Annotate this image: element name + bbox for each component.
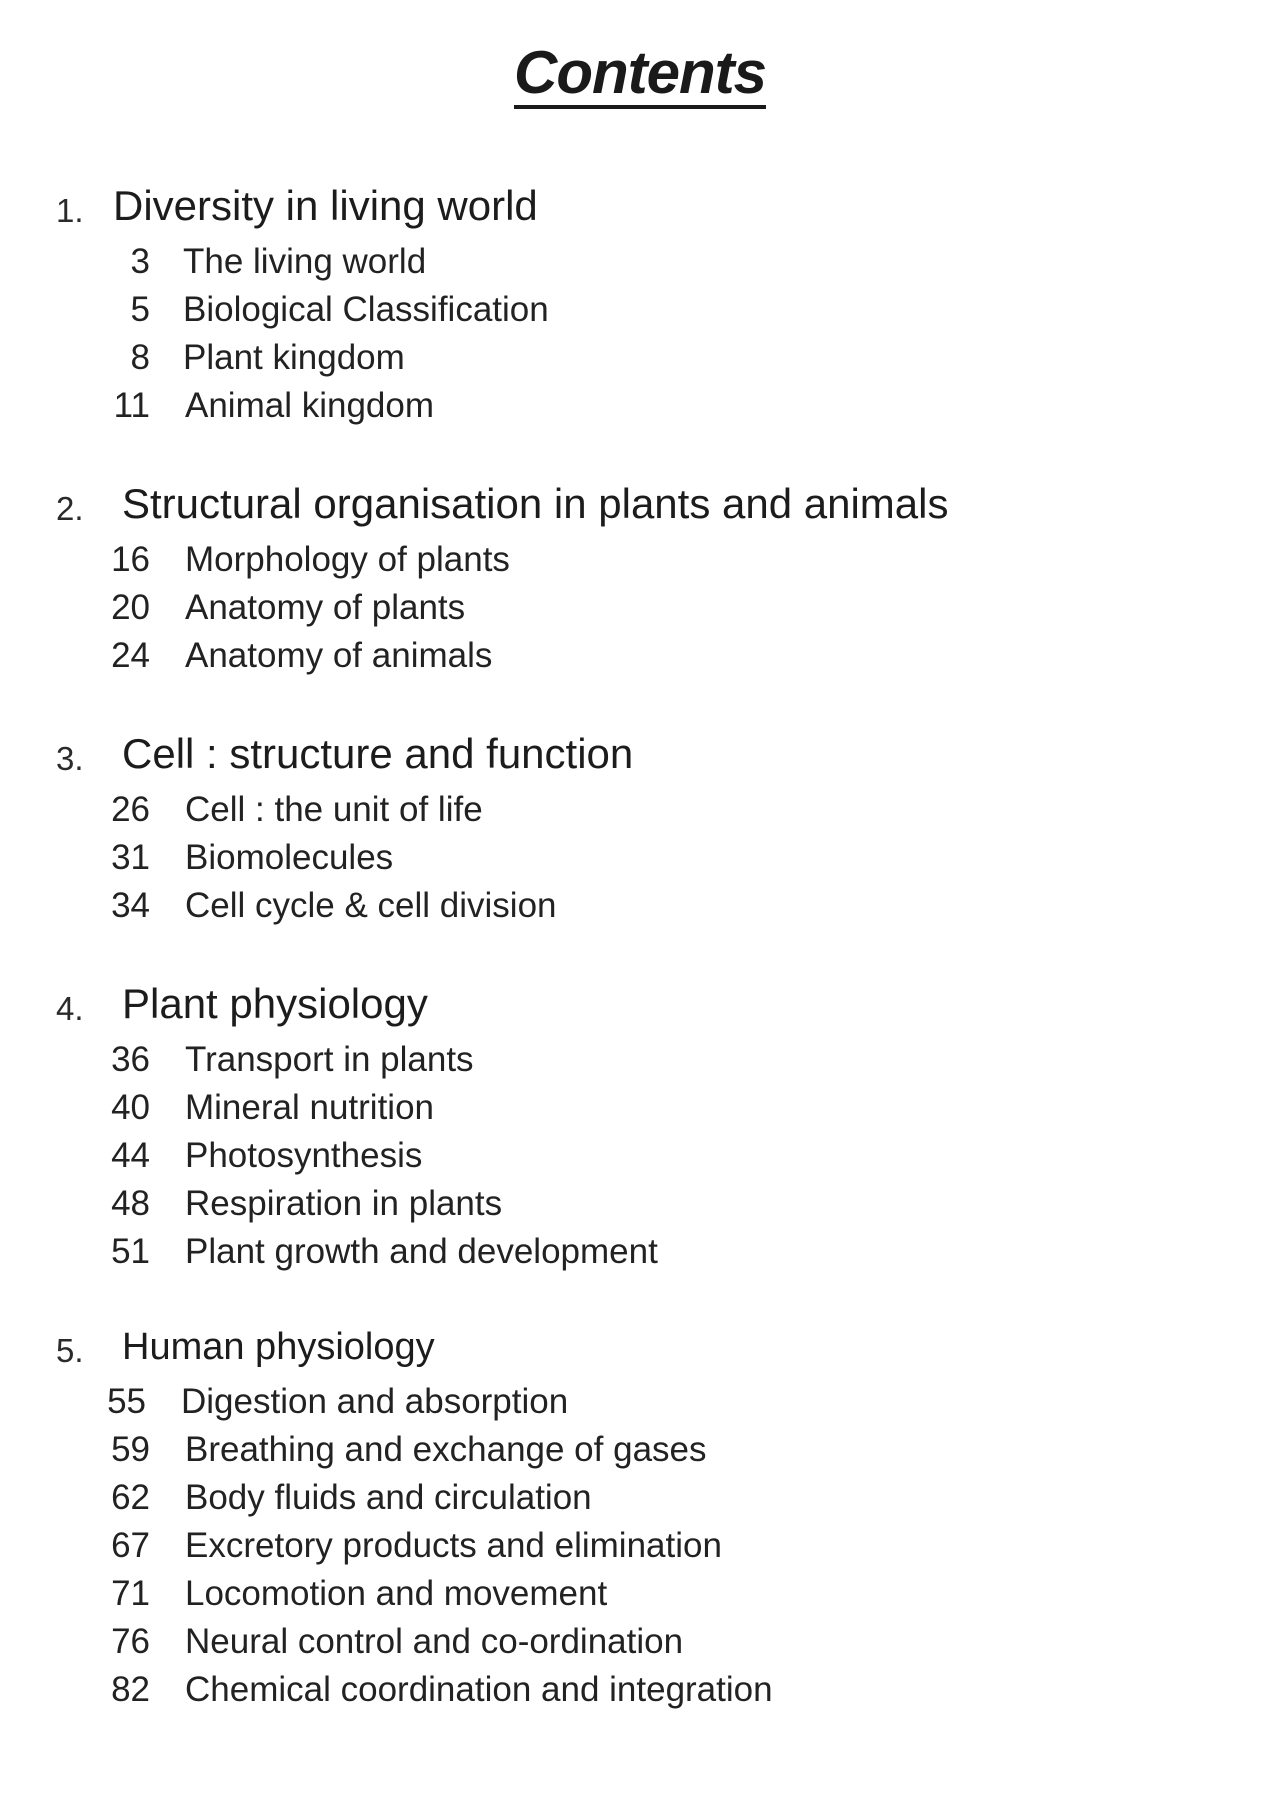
chapter-page-number: 55: [107, 1382, 146, 1421]
chapter-title: Body fluids and circulation: [185, 1478, 592, 1517]
chapter-list: [0, 786, 1280, 930]
section-title: Plant physiology: [122, 980, 428, 1027]
page-title-container: [0, 38, 1280, 107]
chapter-item[interactable]: [0, 334, 1280, 382]
chapter-list: [0, 238, 1280, 430]
chapter-page-number: 59: [111, 1430, 150, 1469]
chapter-title: Mineral nutrition: [185, 1088, 434, 1127]
section-number: 5.: [56, 1332, 84, 1369]
chapter-title: Locomotion and movement: [185, 1574, 608, 1613]
section-title: Diversity in living world: [113, 182, 538, 229]
chapter-page-number: 44: [111, 1136, 150, 1175]
chapter-title: Transport in plants: [185, 1040, 474, 1079]
chapter-item[interactable]: [0, 1618, 1280, 1666]
chapter-item[interactable]: [0, 632, 1280, 680]
section-heading: [0, 178, 1280, 238]
chapter-title: Respiration in plants: [185, 1184, 503, 1223]
chapter-item[interactable]: [0, 882, 1280, 930]
chapter-title: Plant growth and development: [185, 1232, 658, 1271]
chapter-title: Cell cycle & cell division: [185, 886, 557, 925]
chapter-page-number: 82: [111, 1670, 150, 1709]
chapter-item[interactable]: [0, 1522, 1280, 1570]
chapter-item[interactable]: [0, 1570, 1280, 1618]
section-1: [0, 178, 1280, 430]
chapter-page-number: 36: [111, 1040, 150, 1079]
chapter-page-number: 5: [130, 290, 150, 329]
chapter-page-number: 20: [111, 588, 150, 627]
section-number: 3.: [56, 740, 84, 777]
section-heading: [0, 976, 1280, 1036]
chapter-item[interactable]: [0, 1180, 1280, 1228]
chapter-item[interactable]: [0, 584, 1280, 632]
chapter-title: Cell : the unit of life: [185, 790, 483, 829]
chapter-list: [0, 1036, 1280, 1276]
chapter-page-number: 51: [111, 1232, 150, 1271]
chapter-title: Breathing and exchange of gases: [185, 1430, 707, 1469]
chapter-item[interactable]: [0, 1084, 1280, 1132]
chapter-list: [0, 536, 1280, 680]
chapter-title: Digestion and absorption: [181, 1382, 569, 1421]
page-title: Contents: [514, 39, 766, 106]
section-2: [0, 476, 1280, 680]
section-number: 4.: [56, 990, 84, 1027]
chapter-title: Animal kingdom: [185, 386, 434, 425]
chapter-page-number: 76: [111, 1622, 150, 1661]
chapter-title: Plant kingdom: [183, 338, 405, 377]
section-number: 2.: [56, 490, 84, 527]
chapter-item[interactable]: [0, 1228, 1280, 1276]
chapter-list: [0, 1378, 1280, 1714]
section-title: Structural organisation in plants and animals: [122, 480, 949, 527]
chapter-page-number: 40: [111, 1088, 150, 1127]
chapter-title: Excretory products and elimination: [185, 1526, 722, 1565]
chapter-page-number: 26: [111, 790, 150, 829]
chapter-title: Biological Classification: [183, 290, 549, 329]
chapter-item[interactable]: [0, 286, 1280, 334]
section-title: Human physiology: [122, 1326, 435, 1368]
section-heading: [0, 1318, 1280, 1378]
chapter-item[interactable]: [0, 786, 1280, 834]
chapter-item[interactable]: [0, 238, 1280, 286]
chapter-item[interactable]: [0, 1378, 1280, 1426]
chapter-title: Anatomy of plants: [185, 588, 466, 627]
chapter-item[interactable]: [0, 382, 1280, 430]
chapter-item[interactable]: [0, 1474, 1280, 1522]
chapter-page-number: 8: [130, 338, 150, 377]
chapter-title: Photosynthesis: [185, 1136, 423, 1175]
section-3: [0, 726, 1280, 930]
chapter-title: Biomolecules: [185, 838, 394, 877]
chapter-title: Anatomy of animals: [185, 636, 493, 675]
section-heading: [0, 476, 1280, 536]
chapter-title: The living world: [183, 242, 427, 281]
chapter-page-number: 31: [111, 838, 150, 877]
section-5: [0, 1318, 1280, 1714]
section-title: Cell : structure and function: [122, 730, 634, 777]
chapter-page-number: 34: [111, 886, 150, 925]
chapter-item[interactable]: [0, 1036, 1280, 1084]
chapter-title: Chemical coordination and integration: [185, 1670, 773, 1709]
chapter-page-number: 48: [111, 1184, 150, 1223]
chapter-item[interactable]: [0, 834, 1280, 882]
section-heading: [0, 726, 1280, 786]
chapter-item[interactable]: [0, 1426, 1280, 1474]
chapter-title: Morphology of plants: [185, 540, 510, 579]
chapter-page-number: 16: [111, 540, 150, 579]
chapter-title: Neural control and co-ordination: [185, 1622, 684, 1661]
chapter-item[interactable]: [0, 1132, 1280, 1180]
chapter-page-number: 71: [111, 1574, 150, 1613]
chapter-page-number: 24: [111, 636, 150, 675]
chapter-page-number: 67: [111, 1526, 150, 1565]
chapter-item[interactable]: [0, 1666, 1280, 1714]
chapter-item[interactable]: [0, 536, 1280, 584]
chapter-page-number: 62: [111, 1478, 150, 1517]
chapter-page-number: 3: [130, 242, 150, 281]
section-4: [0, 976, 1280, 1276]
chapter-page-number: 11: [113, 386, 150, 425]
section-number: 1.: [56, 192, 84, 229]
